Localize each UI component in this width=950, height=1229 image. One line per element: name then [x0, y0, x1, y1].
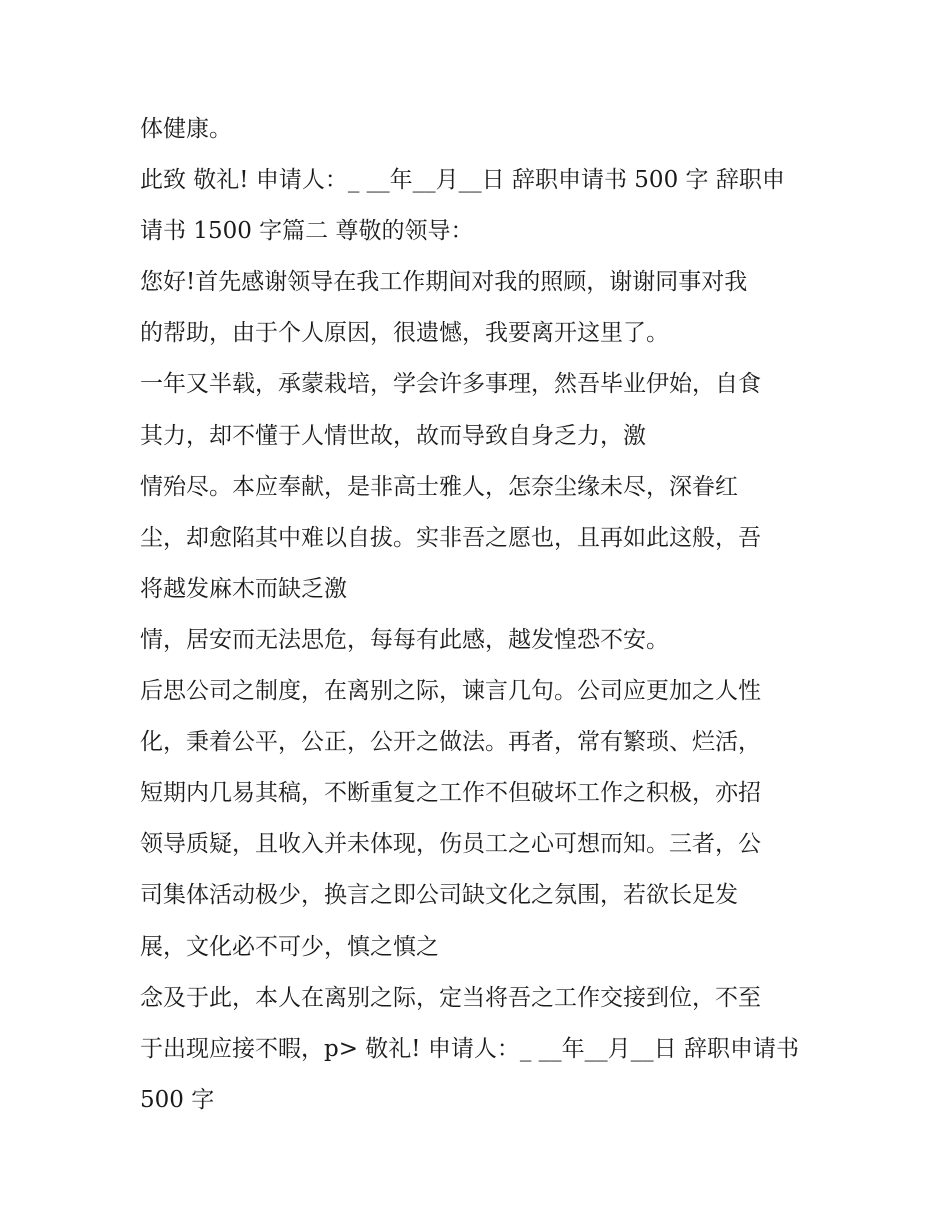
text-line: 化，秉着公平，公正，公开之做法。再者，常有繁琐、烂活，: [140, 729, 761, 756]
text-line: 您好!首先感谢领导在我工作期间对我的照顾，谢谢同事对我: [140, 269, 748, 296]
text-line: 500 字: [140, 1086, 215, 1113]
text-line: 情，居安而无法思危，每每有此感，越发惶恐不安。: [140, 626, 669, 653]
text-line: 念及于此，本人在离别之际，定当将吾之工作交接到位，不至: [140, 984, 761, 1011]
text-line: 其力，却不懂于人情世故，故而导致自身乏力，激: [140, 422, 646, 449]
text-line: 体健康。: [140, 116, 232, 142]
text-line: 后思公司之制度，在离别之际，谏言几句。公司应更加之人性: [140, 678, 761, 705]
text-line: 短期内几易其稿，不断重复之工作不但破坏工作之积极，亦招: [140, 780, 761, 807]
text-line: 于出现应接不暇，p> 敬礼! 申请人：_ __年__月__日 辞职申请书: [140, 1035, 799, 1062]
text-line: 将越发麻木而缺乏激: [140, 575, 347, 602]
text-line: 司集体活动极少，换言之即公司缺文化之氛围，若欲长足发: [140, 882, 738, 909]
text-line: 尘，却愈陷其中难以自拔。实非吾之愿也，且再如此这般，吾: [140, 524, 761, 551]
text-line: 展，文化必不可少，慎之慎之: [140, 933, 439, 960]
text-line: 情殆尽。本应奉献，是非高士雅人，怎奈尘缘未尽，深眷红: [140, 473, 738, 500]
text-line: 领导质疑，且收入并未体现，伤员工之心可想而知。三者，公: [140, 831, 761, 858]
document-body: [140, 104, 830, 1126]
text-line: 的帮助，由于个人原因，很遗憾，我要离开这里了。: [140, 320, 669, 347]
text-line: 此致 敬礼! 申请人：_ __年__月__日 辞职申请书 500 字 辞职申: [140, 167, 785, 194]
text-line: 一年又半载，承蒙栽培，学会许多事理，然吾毕业伊始，自食: [140, 371, 761, 398]
text-line: 请书 1500 字篇二 尊敬的领导：: [140, 218, 474, 245]
